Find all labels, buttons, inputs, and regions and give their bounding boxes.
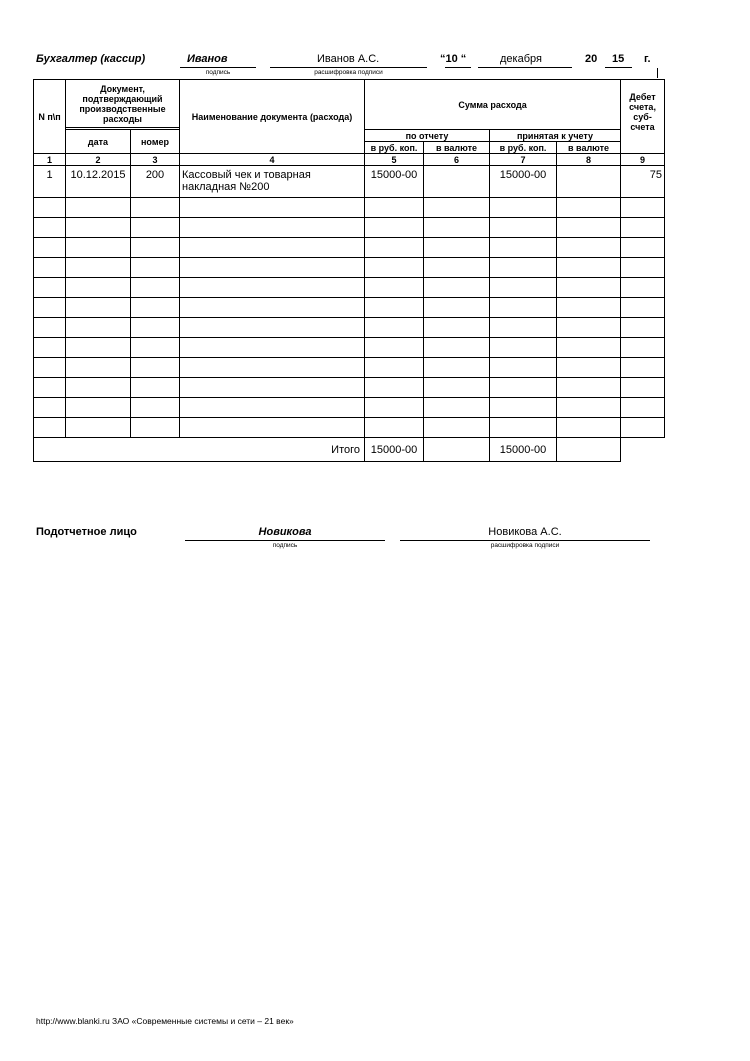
col-debit-header: Дебет счета, суб-счета	[621, 80, 665, 154]
table-row	[34, 418, 665, 438]
row-n: 1	[34, 166, 66, 198]
row-date: 10.12.2015	[66, 166, 131, 198]
col-number-label: 8	[557, 154, 621, 166]
accountable-label: Подотчетное лицо	[36, 526, 137, 538]
col-rub-report-header: в руб. коп.	[365, 142, 424, 154]
signature-caption: подпись	[205, 69, 231, 76]
col-number-label: 5	[365, 154, 424, 166]
table-row	[34, 298, 665, 318]
col-date-header: дата	[66, 130, 131, 154]
total-rub-accepted: 15000-00	[490, 438, 557, 462]
col-number-label: 9	[621, 154, 665, 166]
row-rub-report: 15000-00	[365, 166, 424, 198]
col-number-label: 1	[34, 154, 66, 166]
row-name: Кассовый чек и товарная накладная №200	[180, 166, 365, 198]
col-cur-report-header: в валюте	[424, 142, 490, 154]
col-number-label: 7	[490, 154, 557, 166]
date-month: декабря	[500, 53, 542, 65]
year-label: г.	[644, 53, 651, 65]
accountable-name: Новикова А.С.	[488, 526, 562, 538]
role-label: Бухгалтер (кассир)	[36, 53, 146, 65]
accountant-signature: Иванов	[187, 53, 228, 65]
row-debit: 75	[621, 166, 665, 198]
table-row	[34, 278, 665, 298]
date-day: “10 “	[440, 53, 467, 65]
accountable-signature: Новикова	[258, 526, 312, 538]
col-rub-accepted-header: в руб. коп.	[490, 142, 557, 154]
accountant-name: Иванов А.С.	[317, 53, 380, 65]
signature-line	[180, 67, 256, 68]
table-row	[34, 198, 665, 218]
row-cur-accepted	[557, 166, 621, 198]
col-n-header: N п\п	[34, 80, 66, 154]
day-line	[445, 67, 471, 68]
total-row	[34, 438, 665, 462]
row-number: 200	[131, 166, 180, 198]
total-label: Итого	[34, 438, 365, 462]
total-rub-report: 15000-00	[365, 438, 424, 462]
col-by-report-header: по отчету	[365, 130, 490, 142]
col-number-label: 2	[66, 154, 131, 166]
accountable-signature-line	[185, 540, 385, 541]
table-row	[34, 238, 665, 258]
row-cur-report	[424, 166, 490, 198]
col-accepted-header: принятая к учету	[490, 130, 621, 142]
table-row	[34, 378, 665, 398]
table-row	[34, 258, 665, 278]
corner-tick	[657, 68, 658, 78]
table-row	[34, 358, 665, 378]
col-document-header: Документ, подтверждающий производственные расходы	[66, 80, 180, 128]
accountable-name-caption: расшифровка подписи	[490, 542, 560, 549]
col-number-label: 6	[424, 154, 490, 166]
accountable-signature-caption: подпись	[272, 542, 298, 549]
month-line	[478, 67, 572, 68]
table-row	[34, 338, 665, 358]
col-number-header: номер	[131, 130, 180, 154]
year-suffix: 15	[612, 53, 625, 65]
col-number-label: 4	[180, 154, 365, 166]
expense-table	[33, 79, 665, 462]
year-prefix: 20	[585, 53, 598, 65]
col-sum-header: Сумма расхода	[365, 80, 621, 130]
accountable-name-line	[400, 540, 650, 541]
footer-text: http://www.blanki.ru ЗАО «Современные системы и сети – 21 век»	[36, 1016, 294, 1026]
table-row	[34, 318, 665, 338]
year-line	[605, 67, 632, 68]
name-caption: расшифровка подписи	[314, 69, 383, 76]
col-name-header: Наименование документа (расхода)	[180, 80, 365, 154]
table-row	[34, 166, 665, 198]
row-rub-accepted: 15000-00	[490, 166, 557, 198]
col-cur-accepted-header: в валюте	[557, 142, 621, 154]
table-row	[34, 218, 665, 238]
table-row	[34, 398, 665, 418]
col-number-label: 3	[131, 154, 180, 166]
name-line	[270, 67, 427, 68]
